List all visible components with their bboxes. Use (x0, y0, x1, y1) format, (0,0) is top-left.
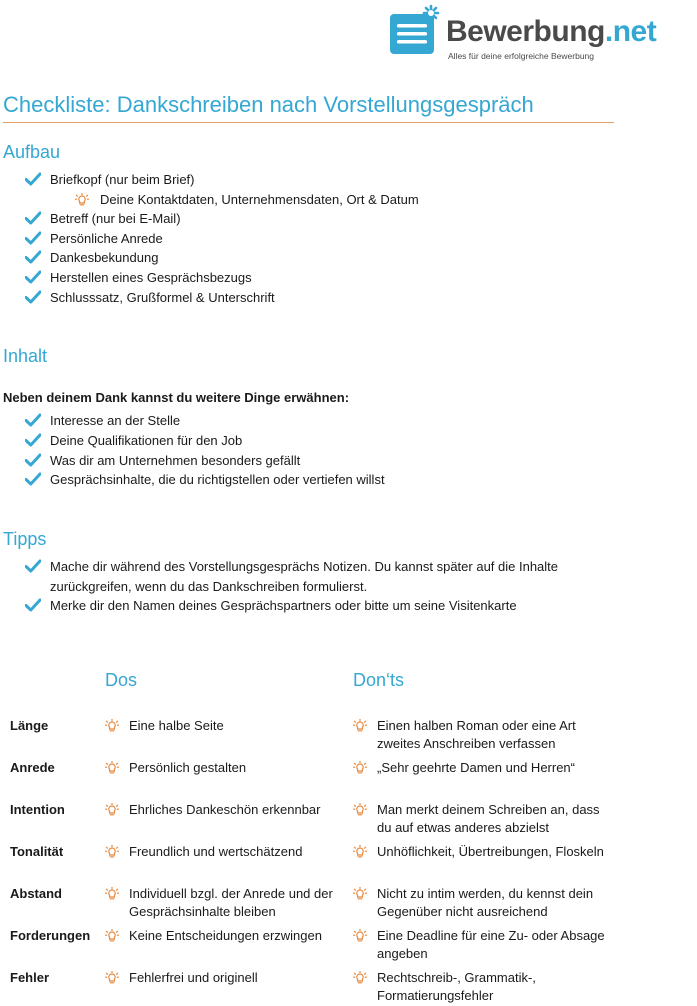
checkmark-icon (25, 598, 41, 612)
donts-heading: Don‘ts (353, 670, 405, 690)
checkmark-icon (25, 211, 41, 225)
lightbulb-icon (353, 929, 367, 943)
checkmark-icon (25, 472, 41, 486)
lightbulb-icon (105, 719, 119, 733)
table-row-label: Länge (10, 718, 49, 733)
lightbulb-icon (105, 761, 119, 775)
lightbulb-icon (105, 803, 119, 817)
lightbulb-icon (75, 193, 89, 207)
title-divider (3, 122, 614, 123)
lightbulb-icon (353, 803, 367, 817)
checkmark-icon (25, 433, 41, 447)
inhalt-lead-text: Neben deinem Dank kannst du weitere Dinge erwähnen: (3, 390, 350, 405)
lightbulb-icon (353, 761, 367, 775)
checkmark-icon (25, 270, 41, 284)
lightbulb-icon (105, 887, 119, 901)
lightbulb-icon (105, 845, 119, 859)
lightbulb-icon (105, 971, 119, 985)
page-title: Checkliste: Dankschreiben nach Vorstellungsgespräch (3, 92, 534, 117)
table-row-label: Anrede (10, 760, 55, 775)
checkmark-icon (25, 172, 41, 186)
checkmark-icon (25, 559, 41, 573)
checkmark-icon (25, 290, 41, 304)
lightbulb-icon (353, 719, 367, 733)
lightbulb-icon (353, 971, 367, 985)
table-row-label: Abstand (10, 886, 62, 901)
checkmark-icon (25, 453, 41, 467)
table-row-label: Fehler (10, 970, 50, 985)
document-logo-icon (388, 4, 442, 56)
logo-wordmark: Bewerbung.net (446, 15, 657, 48)
checkmark-icon (25, 250, 41, 264)
logo-tagline: Alles für deine erfolgreiche Bewerbung (448, 51, 595, 61)
checkmark-icon (25, 413, 41, 427)
lightbulb-icon (353, 845, 367, 859)
table-row-label: Tonalität (10, 844, 64, 859)
section-heading-tipps: Tipps (3, 529, 47, 549)
lightbulb-icon (105, 929, 119, 943)
section-heading-aufbau: Aufbau (3, 142, 61, 162)
lightbulb-icon (353, 887, 367, 901)
checkmark-icon (25, 231, 41, 245)
table-row-label: Intention (10, 802, 65, 817)
section-heading-inhalt: Inhalt (3, 346, 48, 366)
table-row-label: Forderungen (10, 928, 91, 943)
logo (388, 0, 693, 66)
dos-heading: Dos (105, 670, 138, 690)
